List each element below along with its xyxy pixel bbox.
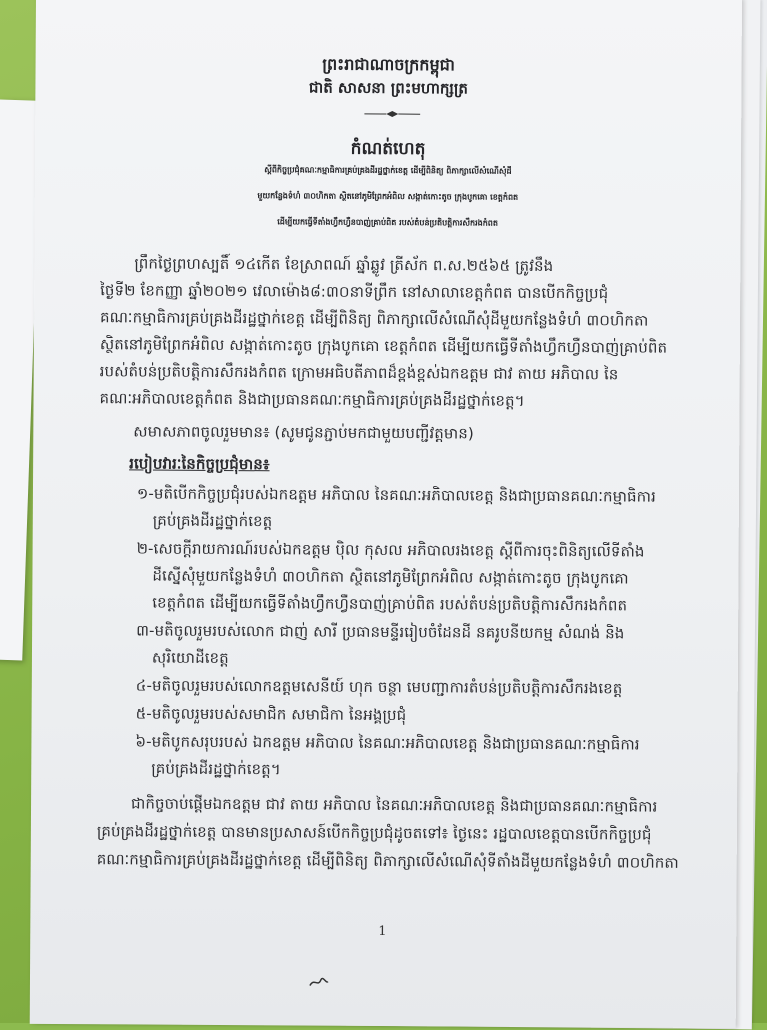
subject-line: ស្តីពីកិច្ចប្រជុំគណៈកម្មាធិការគ្រប់គ្រងដីរដ្ឋថ្នាក់ខេត្ត ដើម្បីពិនិត្យ ពិភាក្សាលើសំណើសុំដី [35, 163, 741, 179]
intro-line: គណៈអភិបាលខេត្តកំពត និងជាប្រធានគណៈកម្មាធិការគ្រប់គ្រងដីរដ្ឋថ្នាក់ខេត្ត។ [99, 389, 524, 414]
agenda-item: គ្រប់គ្រងដីរដ្ឋថ្នាក់ខេត្ត [153, 512, 273, 535]
agenda-item: ៥-មតិចូលរួមរបស់សមាជិក សមាជិកា នៃអង្គប្រជុំ [136, 704, 407, 728]
agenda-item: ខេត្តកំពត ដើម្បីយកធ្វើទីតាំងហ្វឹកហ្វឺនបាញ់គ្រាប់ពិត របស់តំបន់ប្រតិបត្តិការសឹករងកំពត [152, 594, 627, 619]
agenda-item: ៤-មតិចូលរួមរបស់លោកឧត្តមសេនីយ៍ ហុក ចន្ថា មេបញ្ជាការតំបន់ប្រតិបត្តិការសឹករងខេត្ត [136, 676, 623, 701]
document-page [30, 0, 742, 1028]
agenda-item: គ្រប់គ្រងដីរដ្ឋថ្នាក់ខេត្ត។ [151, 760, 281, 783]
intro-line: ស្ថិតនៅភូមិព្រែកអំពិល សង្កាត់កោះតូច ក្រុងបូកគោ ខេត្តកំពត ដើម្បីយកធ្វើទីតាំងហ្វឹកហ្វឺនបាញ់គ្រាប់ពិត [100, 335, 667, 360]
intro-line: របស់តំបន់ប្រតិបត្តិការសឹករងកំពត ក្រោមអធិបតីភាពដ៏ខ្ពង់ខ្ពស់ឯកឧត្តម ជាវ តាយ អភិបាល នៃ [100, 362, 619, 387]
motto-heading: ជាតិ សាសនា ព្រះមហាក្សត្រ [35, 77, 741, 103]
kingdom-heading: ព្រះរាជាណាចក្រកម្ពុជា [36, 52, 742, 80]
closing-line: គ្រប់គ្រងដីរដ្ឋថ្នាក់ខេត្ត បានមានប្រសាសន៍បើកកិច្ចប្រជុំដូចតទៅ៖ ថ្ងៃនេះ រដ្ឋបាលខេត្តបានបើកកិច្ចប្រជុំ [97, 822, 652, 847]
document-title: កំណត់ហេតុ [35, 136, 741, 165]
closing-line: ជាកិច្ចចាប់ផ្តើមឯកឧត្តម ជាវ តាយ អភិបាល នៃគណៈអភិបាលខេត្ត និងជាប្រធានគណៈកម្មាធិការ [131, 794, 657, 819]
intro-line: ថ្ងៃទី២ ខែកញ្ញា ឆ្នាំ២០២១ វេលាម៉ោង៨:៣០នាទីព្រឹក នៅសាលាខេត្តកំពត បានបើកកិច្ចប្រជុំ [100, 281, 608, 306]
subject-line: មួយកន្លែងទំហំ ៣០ហិកតា ស្ថិតនៅភូមិព្រែកអំពិល សង្កាត់កោះតូច ក្រុងបូកគោ ខេត្តកំពត [35, 189, 741, 205]
agenda-item: ៣-មតិចូលរួមរបស់លោក ជាញ់ សារី ប្រធានមន្ទីររៀបចំដែនដី នគរូបនីយកម្ម សំណង់ និង [136, 621, 624, 646]
agenda-item: ១-មតិបើកកិច្ចប្រជុំរបស់ឯកឧត្តម អភិបាល នៃគណៈអភិបាលខេត្ត និងជាប្រធានគណៈកម្មាធិការ [137, 484, 656, 509]
agenda-item: ដីស្នើសុំមួយកន្លែងទំហំ ៣០ហិកតា ស្ថិតនៅភូមិព្រែកអំពិល សង្កាត់កោះតូច ក្រុងបូកគោ [152, 567, 628, 592]
intro-line: ព្រឹកថ្ងៃព្រហស្បតិ៍ ១៤កើត ខែស្រាពណ៍ ឆ្នាំឆ្លូវ ត្រីស័ក ព.ស.២៥៦៥ ត្រូវនឹង [134, 254, 553, 279]
agenda-item: ៦-មតិបូកសរុបរបស់ ឯកឧត្តម អភិបាល នៃគណៈអភិបាលខេត្ត និងជាប្រធានគណៈកម្មាធិការ [135, 732, 639, 757]
intro-line: គណៈកម្មាធិការគ្រប់គ្រងដីរដ្ឋថ្នាក់ខេត្ត ដើម្បីពិនិត្យ ពិភាក្សាលើសំណើសុំដីមួយកន្លែងទំហំ ៣០ហិកតា [100, 308, 649, 333]
closing-line: គណៈកម្មាធិការគ្រប់គ្រងដីរដ្ឋថ្នាក់ខេត្ត ដើម្បីពិនិត្យ ពិភាក្សាលើសំណើសុំទីតាំងដីមួយកន្លែងទំហំ ៣០ហិកតា [97, 850, 679, 876]
ink-mark-icon [308, 974, 330, 990]
page-number: 1 [378, 924, 386, 939]
attendees-line: សមាសភាពចូលរួមមាន៖ (សូមជូនភ្ជាប់មកជាមួយបញ្ជីវត្តមាន) [133, 422, 474, 446]
ornament-divider-icon [364, 110, 420, 118]
agenda-item: សុរិយោដីខេត្ត [152, 649, 229, 671]
subject-line: ដើម្បីយកធ្វើទីតាំងហ្វឹកហ្វឺនបាញ់គ្រាប់ពិត របស់តំបន់ប្រតិបត្តិការសឹករងកំពត [35, 215, 741, 231]
agenda-heading: របៀបវារៈនៃកិច្ចប្រជុំមាន៖ [129, 454, 270, 477]
agenda-item: ២-សេចក្តីរាយការណ៍របស់ឯកឧត្តម ប៉ិល កុសល អភិបាលរងខេត្ត ស្តីពីការចុះពិនិត្យលើទីតាំង [137, 539, 645, 564]
